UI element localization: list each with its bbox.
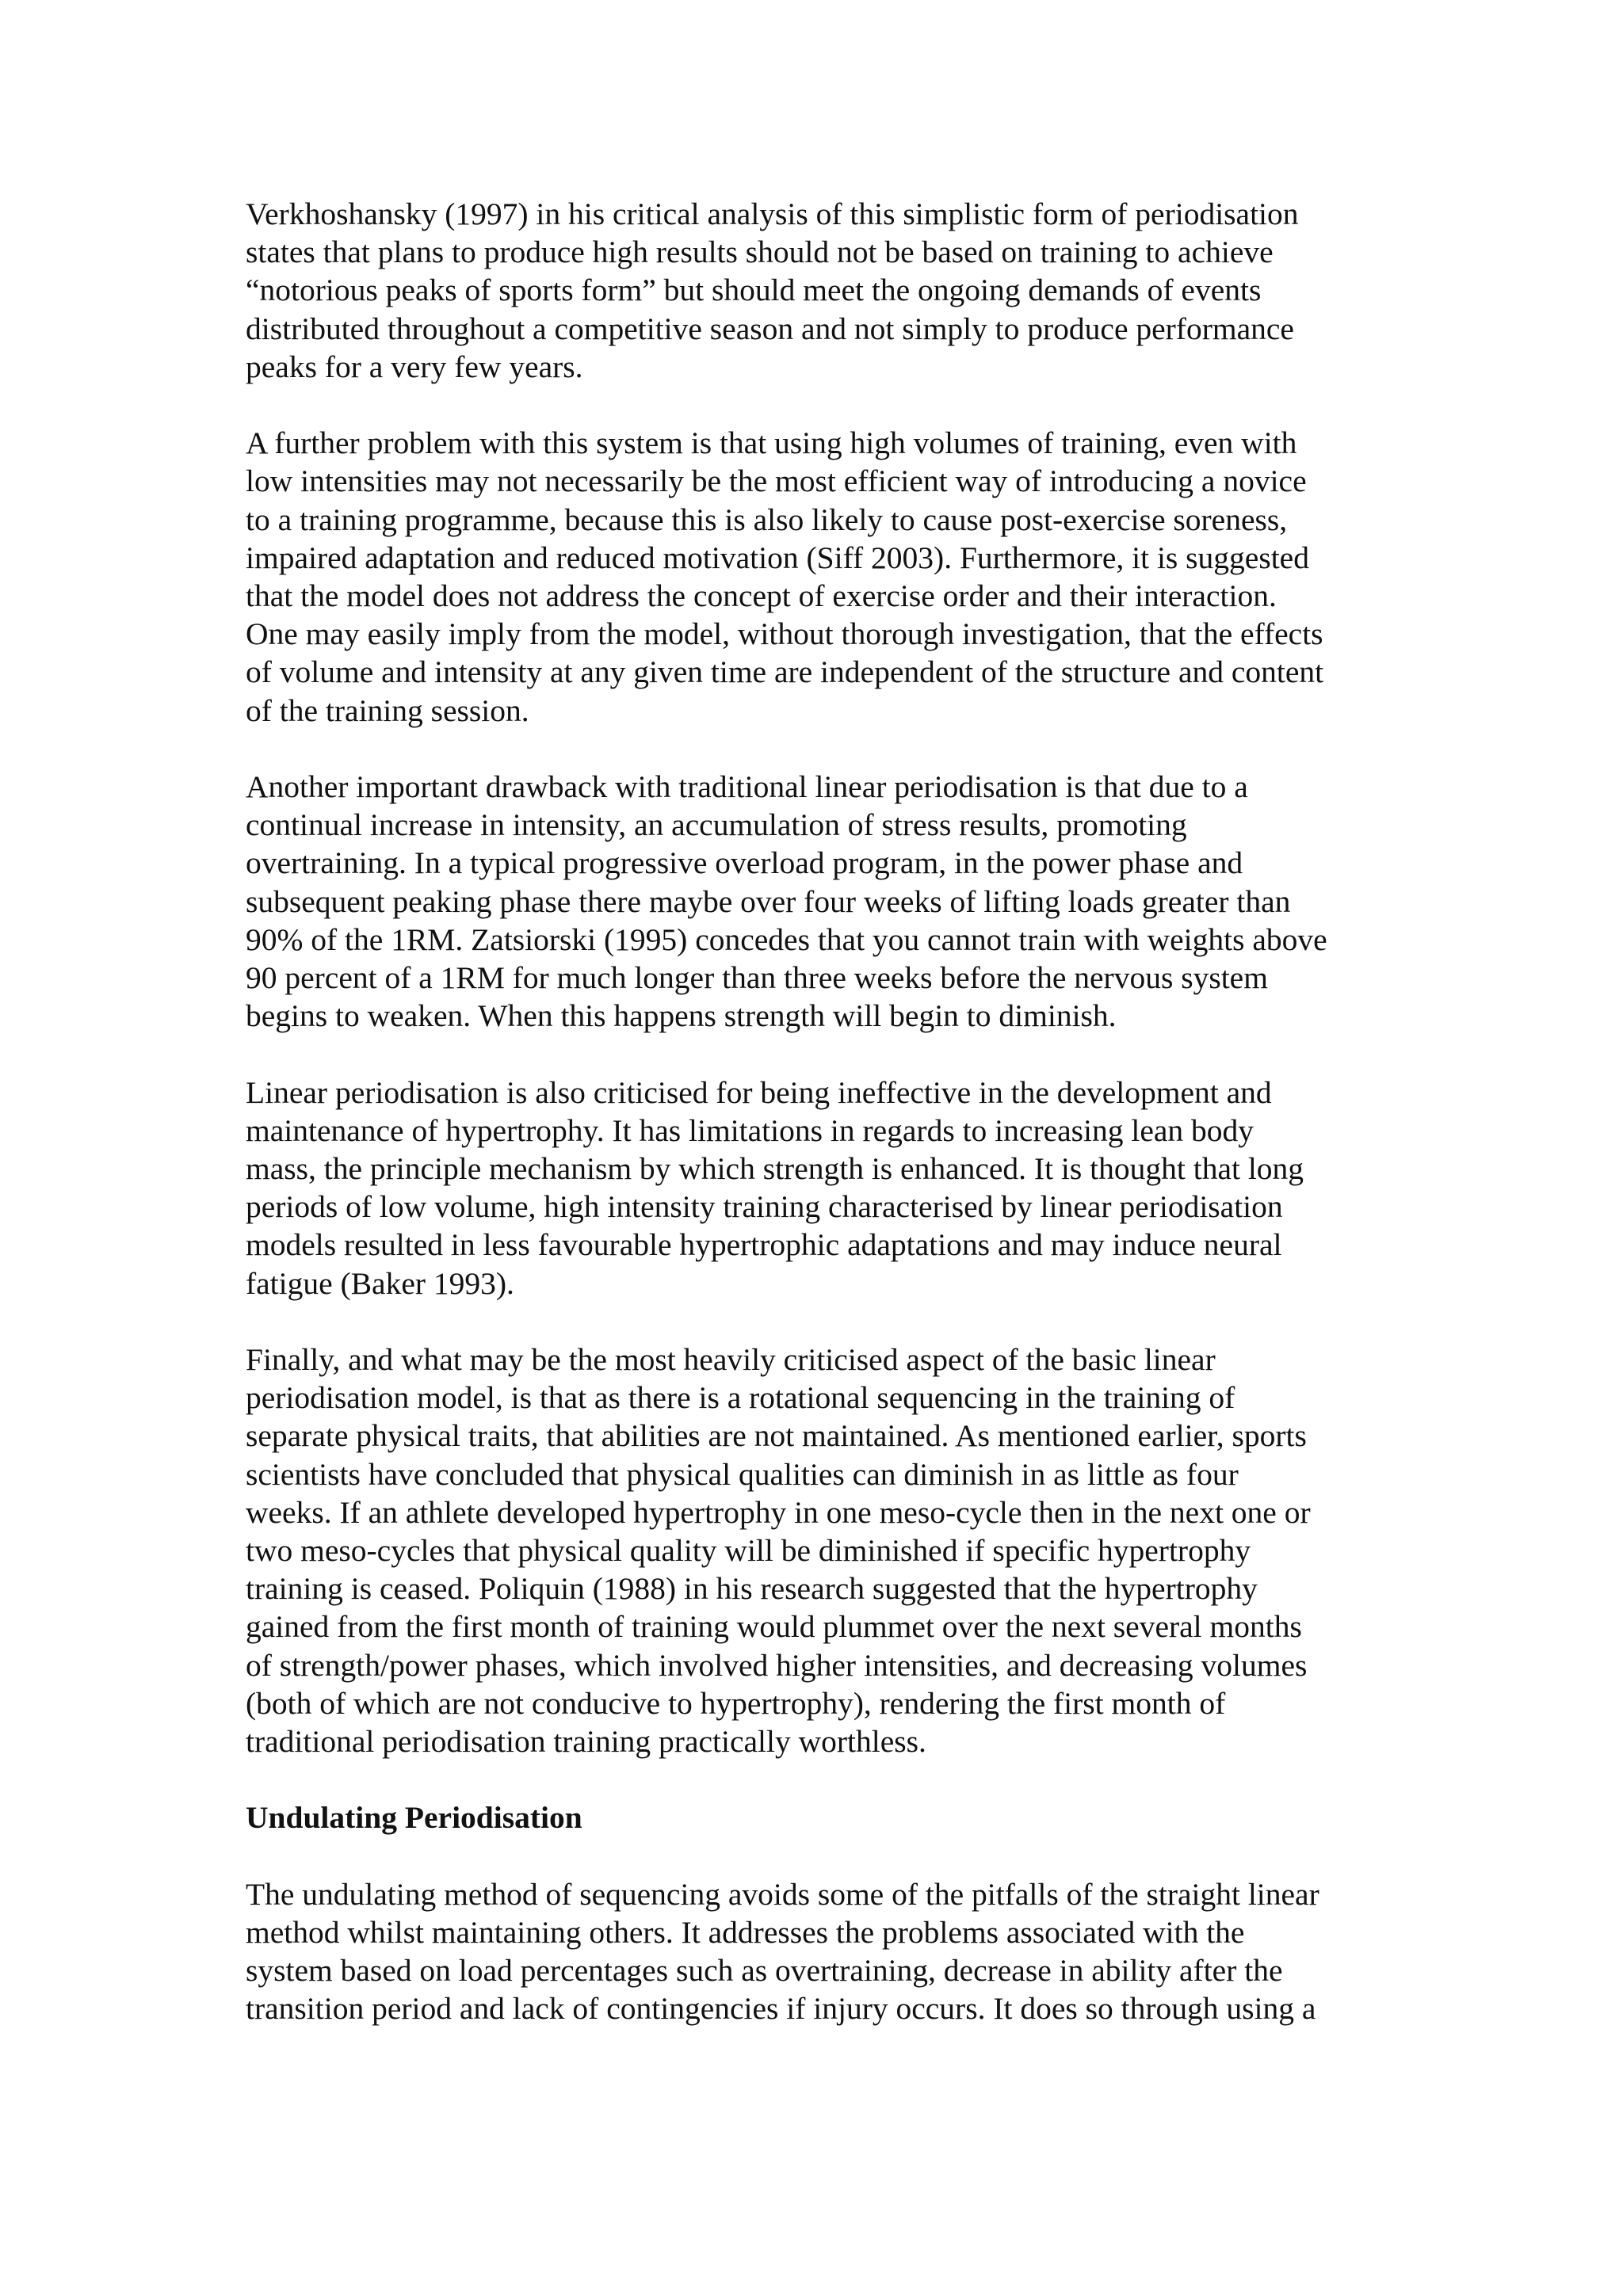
text-line: gained from the first month of training would plummet over the next several months [246,1609,1302,1645]
text-line: subsequent peaking phase there maybe over four weeks of lifting loads greater than [246,883,1291,919]
text-line: models resulted in less favourable hypertrophic adaptations and may induce neural [246,1227,1282,1263]
text-line: begins to weaken. When this happens strength will begin to diminish. [246,998,1117,1034]
text-line: distributed throughout a competitive season and not simply to produce performance [246,311,1294,346]
text-line: periodisation model, is that as there is a rotational sequencing in the training of [246,1380,1235,1416]
text-line: training is ceased. Poliquin (1988) in his research suggested that the hypertrophy [246,1571,1258,1607]
text-line: (both of which are not conducive to hypertrophy), rendering the first month of [246,1685,1226,1721]
text-line: of volume and intensity at any given time are independent of the structure and content [246,654,1324,690]
paragraph-hypertrophy-criticism [246,1074,1395,1302]
text-line: traditional periodisation training practically worthless. [246,1724,926,1760]
text-line: Verkhoshansky (1997) in his critical analysis of this simplistic form of periodisation [246,196,1299,231]
text-line: states that plans to produce high results should not be based on training to achieve [246,235,1274,270]
text-line: of the training session. [246,692,529,728]
text-line: maintenance of hypertrophy. It has limitations in regards to increasing lean body [246,1112,1254,1148]
text-line: periods of low volume, high intensity training characterised by linear periodisation [246,1189,1283,1225]
text-line: “notorious peaks of sports form” but should meet the ongoing demands of events [246,273,1262,308]
text-line: that the model does not address the concept of exercise order and their interaction. [246,578,1277,614]
text-line: 90% of the 1RM. Zatsiorski (1995) concedes that you cannot train with weights above [246,921,1327,957]
text-line: Another important drawback with traditional linear periodisation is that due to a [246,769,1248,805]
text-line: overtraining. In a typical progressive overload program, in the power phase and [246,845,1243,881]
section-heading-undulating-periodisation: Undulating Periodisation [246,1800,582,1836]
text-line: continual increase in intensity, an accumulation of stress results, promoting [246,807,1187,843]
text-line: Linear periodisation is also criticised for being ineffective in the development and [246,1074,1272,1110]
text-line: 90 percent of a 1RM for much longer than three weeks before the nervous system [246,960,1268,996]
paragraph-overtraining-drawback [246,768,1395,1035]
text-line: Finally, and what may be the most heavily criticised aspect of the basic linear [246,1342,1216,1378]
paragraph-undulating-method [246,1875,1395,2028]
paragraph-high-volume-problem [246,424,1395,730]
text-line: scientists have concluded that physical qualities can diminish in as little as four [246,1456,1239,1492]
text-line: transition period and lack of contingencies if injury occurs. It does so through using a [246,1991,1316,2027]
text-line: two meso-cycles that physical quality will be diminished if specific hypertrophy [246,1533,1251,1569]
text-line: weeks. If an athlete developed hypertrophy in one meso-cycle then in the next one or [246,1494,1311,1530]
text-line: fatigue (Baker 1993). [246,1265,514,1301]
text-line: The undulating method of sequencing avoids some of the pitfalls of the straight linear [246,1876,1319,1912]
paragraph-verkhoshansky-critique [246,195,1395,386]
text-line: system based on load percentages such as overtraining, decrease in ability after the [246,1953,1283,1989]
paragraph-abilities-not-maintained [246,1341,1395,1760]
text-line: method whilst maintaining others. It addresses the problems associated with the [246,1915,1245,1951]
text-line: separate physical traits, that abilities are not maintained. As mentioned earlier, sports [246,1418,1307,1454]
document-body [246,195,1395,2066]
text-line: low intensities may not necessarily be the most efficient way of introducing a novice [246,463,1307,499]
text-line: of strength/power phases, which involved higher intensities, and decreasing volumes [246,1647,1308,1683]
text-line: One may easily imply from the model, without thorough investigation, that the effects [246,616,1323,652]
text-line: A further problem with this system is that using high volumes of training, even with [246,425,1297,461]
text-line: impaired adaptation and reduced motivation (Siff 2003). Furthermore, it is suggested [246,540,1309,575]
text-line: peaks for a very few years. [246,349,583,384]
text-line: mass, the principle mechanism by which strength is enhanced. It is thought that long [246,1151,1304,1187]
text-line: to a training programme, because this is also likely to cause post-exercise soreness, [246,502,1288,537]
